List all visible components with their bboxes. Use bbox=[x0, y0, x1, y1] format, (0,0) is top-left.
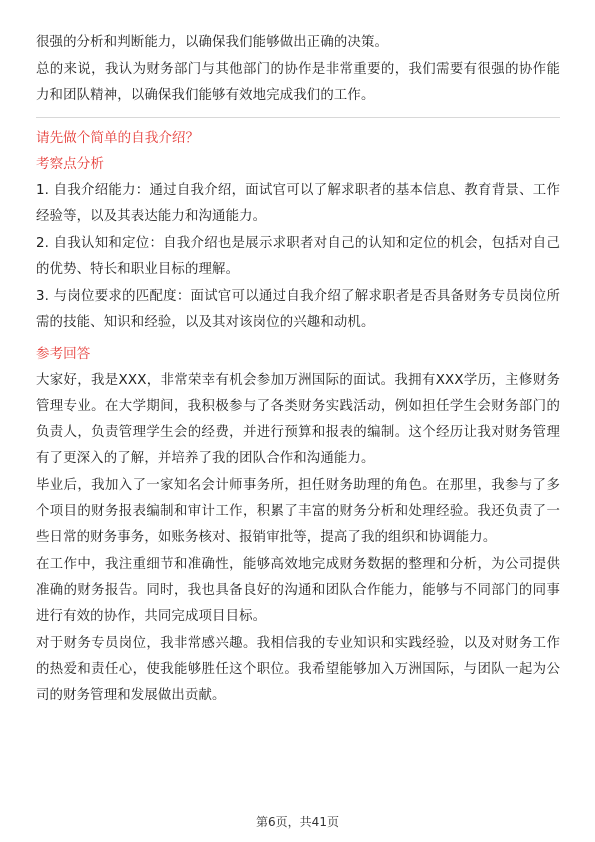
top-paragraph-1: 很强的分析和判断能力，以确保我们能够做出正确的决策。 bbox=[36, 35, 389, 50]
answer-paragraph-2: 毕业后，我加入了一家知名会计师事务所，担任财务助理的角色。在那里，我参与了多个项目的财务报表编制和审计工作，积累了丰富的财务分析和处理经验。我还负责了一些日常的财务事务，如账务核对、报销审批等，提高了我的组织和协调能力。 bbox=[36, 478, 560, 545]
analysis-point-2: 2. 自我认知和定位：自我介绍也是展示求职者对自己的认知和定位的机会，包括对自己的优势、特长和职业目标的理解。 bbox=[36, 236, 560, 277]
page-number: 第6页，共41页 bbox=[256, 815, 339, 829]
answer-paragraph-1: 大家好，我是XXX，非常荣幸有机会参加万洲国际的面试。我拥有XXX学历，主修财务管理专业。在大学期间，我积极参与了各类财务实践活动，例如担任学生会财务部门的负责人，负责管理学生会的经费，并进行预算和报表的编制。这个经历让我对财务管理有了更深入的了解，并培养了我的团队合作和沟通能力。 bbox=[36, 373, 560, 466]
analysis-point-3: 3. 与岗位要求的匹配度：面试官可以通过自我介绍了解求职者是否具备财务专员岗位所需的技能、知识和经验，以及其对该岗位的兴趣和动机。 bbox=[36, 289, 560, 330]
document-page bbox=[36, 30, 560, 710]
analysis-point-1: 1. 自我介绍能力：通过自我介绍，面试官可以了解求职者的基本信息、教育背景、工作经验等，以及其表达能力和沟通能力。 bbox=[36, 183, 560, 224]
answer-paragraph-4: 对于财务专员岗位，我非常感兴趣。我相信我的专业知识和实践经验，以及对财务工作的热爱和责任心，使我能够胜任这个职位。我希望能够加入万洲国际，与团队一起为公司的财务管理和发展做出贡献。 bbox=[36, 636, 560, 703]
section-divider bbox=[36, 117, 560, 118]
top-paragraph-2: 总的来说，我认为财务部门与其他部门的协作是非常重要的，我们需要有很强的协作能力和团队精神，以确保我们能够有效地完成我们的工作。 bbox=[36, 62, 560, 103]
answer-paragraph-3: 在工作中，我注重细节和准确性，能够高效地完成财务数据的整理和分析，为公司提供准确的财务报告。同时，我也具备良好的沟通和团队合作能力，能够与不同部门的同事进行有效的协作，共同完成项目目标。 bbox=[36, 557, 560, 624]
answer-heading: 参考回答 bbox=[36, 346, 91, 362]
question-title: 请先做个简单的自我介绍？ bbox=[36, 130, 200, 146]
analysis-heading: 考察点分析 bbox=[36, 156, 104, 172]
